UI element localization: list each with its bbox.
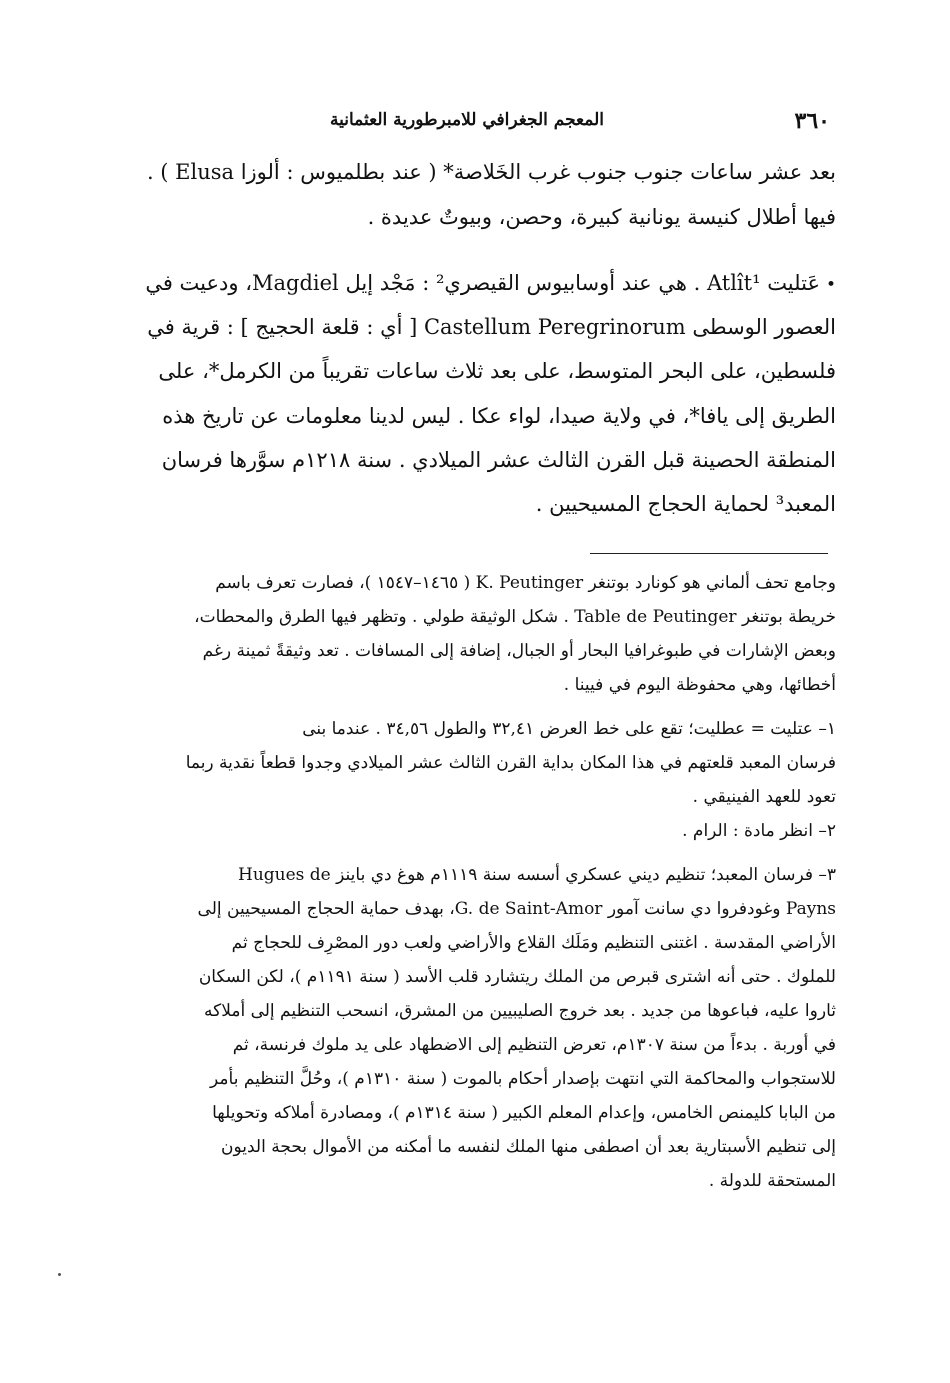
main-text — [118, 150, 836, 526]
entry-heading-line — [118, 261, 836, 305]
footnote-line: إلى تنظيم الأسبتارية بعد أن اصطفى منها الملك لنفسه ما أمكنه من الأموال بحجة الديون — [221, 1137, 836, 1157]
footnote-divider — [590, 553, 828, 554]
running-title: المعجم الجغرافي للامبرطورية العثمانية — [330, 110, 604, 130]
entry-atlit — [118, 261, 836, 526]
footnote-1 — [118, 712, 836, 814]
footnote-line: وجامع تحف ألماني هو كونارد بوتنغر K. Peutinger ( ١٤٦٥–١٥٤٧ )، فصارت تعرف باسم — [215, 573, 836, 593]
page-header — [130, 108, 830, 142]
footnote-line: خريطة بوتنغر Table de Peutinger . شكل الوثيقة طولي . وتظهر فيها الطرق والمحطات، — [194, 607, 836, 627]
text-line: فلسطين، على البحر المتوسط، على بعد ثلاث ساعات تقريباً من الكرمل*، على — [158, 359, 836, 384]
text-line: العصور الوسطى Castellum Peregrinorum [ أي : قلعة الحجيج ] : قرية في — [147, 315, 836, 340]
scan-speck — [58, 1273, 61, 1276]
footnote-line: ٣– فرسان المعبد؛ تنظيم ديني عسكري أسسه سنة ١١١٩م هوغ دي باينز Hugues de — [238, 865, 836, 885]
text-line: المعبد³ لحماية الحجاج المسيحيين . — [535, 491, 836, 516]
text-line: الطريق إلى يافا*، في ولاية صيدا، لواء عكا . ليس لدينا معلومات عن تاريخ هذه — [162, 403, 836, 428]
footnote-line: أخطائها، وهي محفوظة اليوم في فيينا . — [563, 675, 836, 695]
footnote-line: ٢– انظر مادة : الرام . — [682, 821, 836, 841]
bullet-icon: • — [825, 275, 836, 295]
footnote-line: Payns وغودفروا دي سانت آمور G. de Saint-Amor، بهدف حماية الحجاج المسيحيين إلى — [197, 899, 836, 919]
footnote-line: في أوربة . بدءاً من سنة ١٣٠٧م، تعرض التنظيم إلى الاضطهاد على يد ملوك فرنسة، ثم — [232, 1035, 836, 1055]
footnote-2 — [118, 814, 836, 848]
footnotes — [118, 566, 836, 1198]
footnote-line: للاستجواب والمحاكمة التي انتهت بإصدار أحكام بالموت ( سنة ١٣١٠م )، وحُلَّ التنظيم بأمر — [210, 1069, 836, 1089]
text-line: بعد عشر ساعات جنوب جنوب غرب الخَلاصة* ( عند بطلميوس : ألوزا Elusa ) . — [146, 160, 836, 184]
footnote-line: ثاروا عليه، فباعوها من جديد . بعد خروج الصليبيين من المشرق، انسحب التنظيم إلى أملاكه — [203, 1001, 836, 1021]
page-number: ٣٦٠ — [794, 108, 830, 134]
text-line: فيها أطلال كنيسة يونانية كبيرة، وحصن، وبيوتٌ عديدة . — [367, 204, 836, 229]
footnote-3 — [118, 858, 836, 1198]
footnote-continuation — [118, 566, 836, 702]
footnote-line: تعود للعهد الفينيقي . — [692, 787, 836, 807]
footnote-line: فرسان المعبد قلعتهم في هذا المكان بداية القرن الثالث عشر الميلادي وجدوا قطعاً نقدية ربما — [185, 753, 836, 773]
text-line: عَتليت Atlît¹ . هي عند أوسابيوس القيصري² : مَجْد إيل Magdiel، ودعيت في — [145, 271, 820, 295]
footnote-line: من البابا كليمنص الخامس، وإعدام المعلم الكبير ( سنة ١٣١٤م )، ومصادرة أملاكه وتحويلها — [212, 1103, 836, 1123]
footnote-line: ١– عتليت = عطليت؛ تقع على خط العرض ٣٢,٤١ والطول ٣٤,٥٦ . عندما بنى — [302, 719, 836, 739]
text-line: المنطقة الحصينة قبل القرن الثالث عشر الميلادي . سنة ١٢١٨م سوَّرها فرسان — [161, 447, 836, 472]
footnote-line: المستحقة للدولة . — [708, 1171, 836, 1191]
footnote-line: وبعض الإشارات في طبوغرافيا البحار أو الجبال، إضافة إلى المسافات . تعد وثيقةً ثمينة رغم — [202, 641, 836, 661]
footnote-line: الأراضي المقدسة . اغتنى التنظيم ومَلَك القلاع والأراضي ولعب دور المصْرِف للحجاج ثم — [231, 933, 836, 953]
footnote-line: للملوك . حتى أنه اشترى قبرص من الملك ريتشارد قلب الأسد ( سنة ١١٩١م )، لكن السكان — [198, 967, 836, 987]
